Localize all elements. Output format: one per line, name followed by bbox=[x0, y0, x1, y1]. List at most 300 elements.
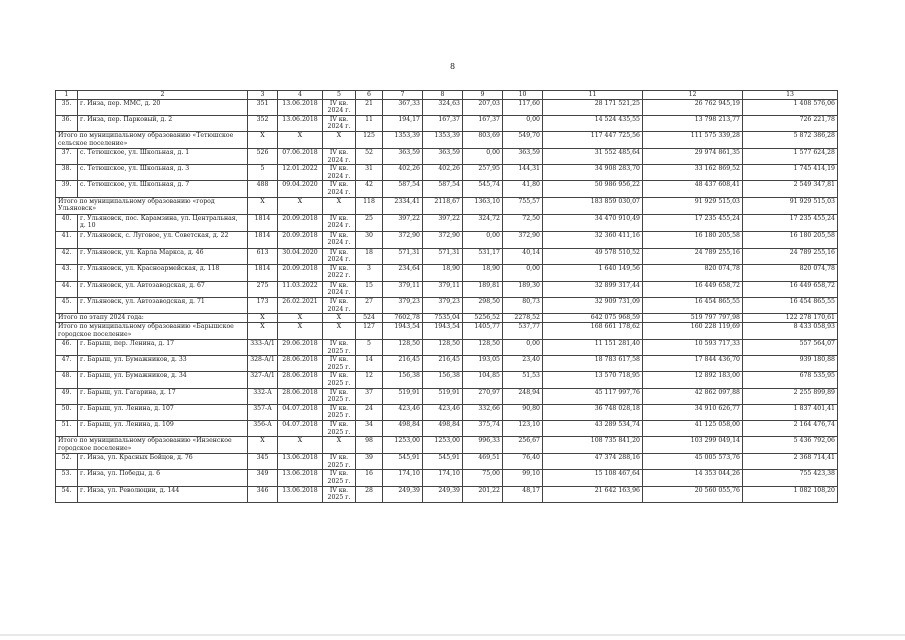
table-cell: 423,46 bbox=[383, 404, 423, 420]
table-cell: 39 bbox=[356, 454, 383, 470]
table-cell: 17 844 436,70 bbox=[643, 356, 743, 372]
table-cell: 14 524 435,55 bbox=[543, 115, 643, 131]
table-cell: 257,95 bbox=[463, 165, 503, 181]
table-cell: 0,00 bbox=[503, 340, 543, 356]
table-cell: 379,23 bbox=[423, 297, 463, 313]
table-cell: 104,85 bbox=[463, 372, 503, 388]
scan-artifact bbox=[0, 634, 905, 636]
table-cell: 127 bbox=[356, 323, 383, 340]
table-cell: 1 640 149,56 bbox=[543, 264, 643, 281]
table-cell: IV кв. 2025 г. bbox=[323, 372, 356, 388]
table-cell: 28 171 521,25 bbox=[543, 99, 643, 115]
table-cell: г. Барыш, ул. Бумажников, д. 34 bbox=[78, 372, 248, 388]
table-cell: X bbox=[323, 314, 356, 323]
table-cell: 346 bbox=[248, 486, 278, 502]
table-cell: 12.01.2022 bbox=[278, 165, 323, 181]
table-cell: 375,74 bbox=[463, 421, 503, 437]
table-cell: 5 bbox=[356, 340, 383, 356]
table-cell: 18 bbox=[356, 248, 383, 264]
table-cell: 13 570 718,95 bbox=[543, 372, 643, 388]
table-cell: 275 bbox=[248, 281, 278, 297]
table-cell: 21 642 163,96 bbox=[543, 486, 643, 502]
table-cell: 189,81 bbox=[463, 281, 503, 297]
table-cell: 423,46 bbox=[423, 404, 463, 420]
table-cell: 125 bbox=[356, 131, 383, 148]
table-cell: 0,00 bbox=[503, 115, 543, 131]
table-cell: 249,39 bbox=[423, 486, 463, 502]
table-cell: IV кв. 2025 г. bbox=[323, 388, 356, 404]
table-cell: 820 074,78 bbox=[643, 264, 743, 281]
table-row bbox=[56, 264, 838, 281]
table-cell: 1 408 576,06 bbox=[743, 99, 838, 115]
table-cell: 2118,67 bbox=[423, 197, 463, 214]
table-cell: 3 bbox=[356, 264, 383, 281]
table-cell: г. Барыш, ул. Ленина, д. 107 bbox=[78, 404, 248, 420]
table-cell: 54. bbox=[56, 486, 78, 502]
table-cell: 571,31 bbox=[383, 248, 423, 264]
table-cell: 18 783 617,58 bbox=[543, 356, 643, 372]
table-cell: 526 bbox=[248, 148, 278, 164]
table-cell: 372,90 bbox=[383, 231, 423, 248]
table-cell: 678 535,95 bbox=[743, 372, 838, 388]
table-row bbox=[56, 454, 838, 470]
table-cell: 363,59 bbox=[503, 148, 543, 164]
table-cell: 34 bbox=[356, 421, 383, 437]
table-row bbox=[56, 470, 838, 486]
table-cell: 04.07.2018 bbox=[278, 421, 323, 437]
table-cell: 41 125 058,00 bbox=[643, 421, 743, 437]
table-cell: 99,10 bbox=[503, 470, 543, 486]
table-cell: 16 449 658,72 bbox=[743, 281, 838, 297]
table-cell: 351 bbox=[248, 99, 278, 115]
table-cell: 17 235 455,24 bbox=[643, 214, 743, 231]
table-cell: 24 789 255,16 bbox=[743, 248, 838, 264]
table-cell: 122 278 170,61 bbox=[743, 314, 838, 323]
total-row bbox=[56, 314, 838, 323]
table-cell: 40. bbox=[56, 214, 78, 231]
table-cell: 519 797 797,98 bbox=[643, 314, 743, 323]
total-row bbox=[56, 323, 838, 340]
table-cell: 16 454 865,55 bbox=[743, 297, 838, 313]
table-cell: 2 255 899,89 bbox=[743, 388, 838, 404]
table-cell: 72,50 bbox=[503, 214, 543, 231]
table-cell: 36. bbox=[56, 115, 78, 131]
page-number: 8 bbox=[449, 62, 456, 71]
table-cell: 363,59 bbox=[423, 148, 463, 164]
table-cell: 270,97 bbox=[463, 388, 503, 404]
table-cell: 201,22 bbox=[463, 486, 503, 502]
table-cell: 216,45 bbox=[423, 356, 463, 372]
table-cell: 20.09.2018 bbox=[278, 214, 323, 231]
table-cell: 41. bbox=[56, 231, 78, 248]
table-cell: 45 117 997,76 bbox=[543, 388, 643, 404]
table-cell: 43 289 534,74 bbox=[543, 421, 643, 437]
table-cell: 20 560 055,76 bbox=[643, 486, 743, 502]
table-cell: X bbox=[278, 131, 323, 148]
table-cell: 156,38 bbox=[423, 372, 463, 388]
column-number: 3 bbox=[248, 91, 278, 100]
table-cell: 1 837 401,41 bbox=[743, 404, 838, 420]
table-cell: 167,37 bbox=[423, 115, 463, 131]
column-number: 11 bbox=[543, 91, 643, 100]
table-cell: 726 221,78 bbox=[743, 115, 838, 131]
table-cell: 183 859 030,07 bbox=[543, 197, 643, 214]
table-cell: 524 bbox=[356, 314, 383, 323]
table-cell: X bbox=[323, 323, 356, 340]
table-cell: 1353,39 bbox=[383, 131, 423, 148]
table-cell: X bbox=[248, 323, 278, 340]
table-cell: 12 bbox=[356, 372, 383, 388]
table-cell: 35. bbox=[56, 99, 78, 115]
table-cell: 249,39 bbox=[383, 486, 423, 502]
table-cell: 11.03.2022 bbox=[278, 281, 323, 297]
table-cell: 642 075 968,59 bbox=[543, 314, 643, 323]
table-cell: 349 bbox=[248, 470, 278, 486]
table-cell: 1253,00 bbox=[423, 437, 463, 454]
table-cell: 25 bbox=[356, 214, 383, 231]
table-cell: 7602,78 bbox=[383, 314, 423, 323]
table-cell: 45. bbox=[56, 297, 78, 313]
table-cell: 1943,54 bbox=[383, 323, 423, 340]
table-cell: 33 162 869,52 bbox=[643, 165, 743, 181]
table-row bbox=[56, 148, 838, 164]
table-cell: 498,84 bbox=[423, 421, 463, 437]
table-cell: 193,05 bbox=[463, 356, 503, 372]
table-cell: 1363,10 bbox=[463, 197, 503, 214]
table-cell: 2278,52 bbox=[503, 314, 543, 323]
column-number: 7 bbox=[383, 91, 423, 100]
table-cell: IV кв. 2025 г. bbox=[323, 486, 356, 502]
table-row bbox=[56, 340, 838, 356]
table-cell: 41,80 bbox=[503, 181, 543, 197]
table-cell: 327-А/1 bbox=[248, 372, 278, 388]
table-cell: 173 bbox=[248, 297, 278, 313]
table-cell: 1814 bbox=[248, 231, 278, 248]
table-cell: 1253,00 bbox=[383, 437, 423, 454]
table-cell: 13.06.2018 bbox=[278, 486, 323, 502]
table-row bbox=[56, 165, 838, 181]
table-cell: 13 798 213,77 bbox=[643, 115, 743, 131]
table-cell: 17 235 455,24 bbox=[743, 214, 838, 231]
table-cell: 42. bbox=[56, 248, 78, 264]
table-cell: 15 bbox=[356, 281, 383, 297]
table-row bbox=[56, 115, 838, 131]
table-cell: г. Инза, ул. Победы, д. 6 bbox=[78, 470, 248, 486]
column-number: 5 bbox=[323, 91, 356, 100]
table-cell: 32 899 317,44 bbox=[543, 281, 643, 297]
table-cell: 103 299 049,14 bbox=[643, 437, 743, 454]
table-cell: 402,26 bbox=[383, 165, 423, 181]
table-cell: 1 745 414,19 bbox=[743, 165, 838, 181]
table-cell: 30 bbox=[356, 231, 383, 248]
table-cell: 545,74 bbox=[463, 181, 503, 197]
table-cell: 13.06.2018 bbox=[278, 99, 323, 115]
table-cell: 531,17 bbox=[463, 248, 503, 264]
table-cell: 144,31 bbox=[503, 165, 543, 181]
table-cell: 40,14 bbox=[503, 248, 543, 264]
table-cell: г. Барыш, ул. Ленина, д. 109 bbox=[78, 421, 248, 437]
table-cell: X bbox=[278, 437, 323, 454]
table-cell: 174,10 bbox=[383, 470, 423, 486]
table-cell: 14 bbox=[356, 356, 383, 372]
table-cell: Итого по муниципальному образованию «Инзенское городское поселение» bbox=[56, 437, 248, 454]
table-cell: 38. bbox=[56, 165, 78, 181]
table-cell: 216,45 bbox=[383, 356, 423, 372]
housing-program-table bbox=[55, 90, 838, 503]
table-cell: 48,17 bbox=[503, 486, 543, 502]
table-cell: 328-А/1 bbox=[248, 356, 278, 372]
table-cell: 24 789 255,16 bbox=[643, 248, 743, 264]
table-cell: 34 910 626,77 bbox=[643, 404, 743, 420]
table-cell: IV кв. 2024 г. bbox=[323, 99, 356, 115]
table-cell: IV кв. 2025 г. bbox=[323, 421, 356, 437]
table-cell: 545,91 bbox=[423, 454, 463, 470]
table-cell: 1 082 108,20 bbox=[743, 486, 838, 502]
table-cell: 755,57 bbox=[503, 197, 543, 214]
table-cell: г. Ульяновск, ул. Автозаводская, д. 67 bbox=[78, 281, 248, 297]
table-cell: 298,50 bbox=[463, 297, 503, 313]
table-cell: 18,90 bbox=[423, 264, 463, 281]
table-cell: 16 180 205,58 bbox=[643, 231, 743, 248]
table-row bbox=[56, 404, 838, 420]
table-cell: 49. bbox=[56, 388, 78, 404]
table-cell: 2 549 347,81 bbox=[743, 181, 838, 197]
table-cell: IV кв. 2024 г. bbox=[323, 181, 356, 197]
table-cell: IV кв. 2025 г. bbox=[323, 356, 356, 372]
table-cell: 37 bbox=[356, 388, 383, 404]
table-cell: 98 bbox=[356, 437, 383, 454]
table-cell: 45 005 573,76 bbox=[643, 454, 743, 470]
table-cell: 39. bbox=[56, 181, 78, 197]
table-cell: 207,03 bbox=[463, 99, 503, 115]
table-cell: 42 862 097,88 bbox=[643, 388, 743, 404]
table-cell: 939 180,88 bbox=[743, 356, 838, 372]
table-cell: 48. bbox=[56, 372, 78, 388]
table-cell: 75,00 bbox=[463, 470, 503, 486]
table-cell: 379,11 bbox=[383, 281, 423, 297]
table-cell: 8 433 058,93 bbox=[743, 323, 838, 340]
table-cell: 117 447 725,56 bbox=[543, 131, 643, 148]
table-cell: 28.06.2018 bbox=[278, 356, 323, 372]
table-cell: 469,51 bbox=[463, 454, 503, 470]
table-cell: 29 974 861,35 bbox=[643, 148, 743, 164]
table-cell: IV кв. 2025 г. bbox=[323, 340, 356, 356]
table-cell: 04.07.2018 bbox=[278, 404, 323, 420]
table-cell: 755 423,38 bbox=[743, 470, 838, 486]
table-cell: 52 bbox=[356, 148, 383, 164]
table-cell: 52. bbox=[56, 454, 78, 470]
table-cell: 7535,04 bbox=[423, 314, 463, 323]
table-cell: 48 437 608,41 bbox=[643, 181, 743, 197]
table-cell: 545,91 bbox=[383, 454, 423, 470]
table-cell: 234,64 bbox=[383, 264, 423, 281]
table-cell: 357-А bbox=[248, 404, 278, 420]
table-cell: г. Ульяновск, ул. Автозаводская, д. 71 bbox=[78, 297, 248, 313]
table-cell: IV кв. 2024 г. bbox=[323, 148, 356, 164]
table-cell: 324,72 bbox=[463, 214, 503, 231]
table-cell: 34 470 910,49 bbox=[543, 214, 643, 231]
table-cell: 820 074,78 bbox=[743, 264, 838, 281]
column-number: 1 bbox=[56, 91, 78, 100]
table-cell: IV кв. 2024 г. bbox=[323, 297, 356, 313]
table-cell: 803,69 bbox=[463, 131, 503, 148]
table-cell: 379,23 bbox=[383, 297, 423, 313]
table-cell: 16 bbox=[356, 470, 383, 486]
table-cell: 118 bbox=[356, 197, 383, 214]
table-cell: 11 151 281,40 bbox=[543, 340, 643, 356]
table-row bbox=[56, 214, 838, 231]
table-row bbox=[56, 486, 838, 502]
table-cell: 1353,39 bbox=[423, 131, 463, 148]
table-cell: 07.06.2018 bbox=[278, 148, 323, 164]
table-cell: 09.04.2020 bbox=[278, 181, 323, 197]
table-cell: 51. bbox=[56, 421, 78, 437]
table-cell: 29.06.2018 bbox=[278, 340, 323, 356]
column-number: 8 bbox=[423, 91, 463, 100]
total-row bbox=[56, 197, 838, 214]
table-cell: 613 bbox=[248, 248, 278, 264]
column-number: 10 bbox=[503, 91, 543, 100]
column-number: 2 bbox=[78, 91, 248, 100]
table-cell: 28 bbox=[356, 486, 383, 502]
column-number: 6 bbox=[356, 91, 383, 100]
table-cell: 571,31 bbox=[423, 248, 463, 264]
table-cell: 90,80 bbox=[503, 404, 543, 420]
table-cell: 18,90 bbox=[463, 264, 503, 281]
table-cell: 174,10 bbox=[423, 470, 463, 486]
table-cell: 397,22 bbox=[383, 214, 423, 231]
table-cell: 108 735 841,20 bbox=[543, 437, 643, 454]
table-cell: 28.06.2018 bbox=[278, 388, 323, 404]
table-cell: 379,11 bbox=[423, 281, 463, 297]
table-row bbox=[56, 99, 838, 115]
table-cell: 587,54 bbox=[423, 181, 463, 197]
table-cell: 167,37 bbox=[463, 115, 503, 131]
table-cell: 128,50 bbox=[423, 340, 463, 356]
table-cell: 31 552 485,64 bbox=[543, 148, 643, 164]
table-cell: г. Инза, пер. Парковый, д. 2 bbox=[78, 115, 248, 131]
table-cell: X bbox=[323, 437, 356, 454]
table-cell: 47 374 288,16 bbox=[543, 454, 643, 470]
table-cell: IV кв. 2025 г. bbox=[323, 404, 356, 420]
table-cell: 46. bbox=[56, 340, 78, 356]
table-cell: 537,77 bbox=[503, 323, 543, 340]
column-number: 13 bbox=[743, 91, 838, 100]
table-cell: 2 368 714,41 bbox=[743, 454, 838, 470]
table-cell: 397,22 bbox=[423, 214, 463, 231]
table-cell: 36 748 028,18 bbox=[543, 404, 643, 420]
table-cell: IV кв. 2024 г. bbox=[323, 231, 356, 248]
table-cell: 16 449 658,72 bbox=[643, 281, 743, 297]
table-cell: X bbox=[248, 197, 278, 214]
table-cell: г. Инза, пер. ММС, д. 20 bbox=[78, 99, 248, 115]
table-cell: 363,59 bbox=[383, 148, 423, 164]
table-cell: с. Тетюшское, ул. Школьная, д. 7 bbox=[78, 181, 248, 197]
table-cell: IV кв. 2024 г. bbox=[323, 281, 356, 297]
table-cell: 91 929 515,03 bbox=[743, 197, 838, 214]
table-cell: X bbox=[248, 131, 278, 148]
table-cell: IV кв. 2024 г. bbox=[323, 248, 356, 264]
table-cell: 50 986 956,22 bbox=[543, 181, 643, 197]
table-cell: 91 929 515,03 bbox=[643, 197, 743, 214]
table-cell: 24 bbox=[356, 404, 383, 420]
column-number: 9 bbox=[463, 91, 503, 100]
table-cell: 111 575 339,28 bbox=[643, 131, 743, 148]
table-cell: IV кв. 2022 г. bbox=[323, 264, 356, 281]
table-row bbox=[56, 297, 838, 313]
table-cell: 587,54 bbox=[383, 181, 423, 197]
table-cell: 345 bbox=[248, 454, 278, 470]
table-cell: 189,30 bbox=[503, 281, 543, 297]
table-cell: 2 164 476,74 bbox=[743, 421, 838, 437]
column-number: 4 bbox=[278, 91, 323, 100]
table-cell: 0,00 bbox=[463, 148, 503, 164]
table-cell: IV кв. 2024 г. bbox=[323, 214, 356, 231]
table-cell: Итого по муниципальному образованию «город Ульяновск» bbox=[56, 197, 248, 214]
table-cell: X bbox=[248, 314, 278, 323]
table-cell: г. Инза, ул. Красных Бойцов, д. 76 bbox=[78, 454, 248, 470]
table-cell: 26.02.2021 bbox=[278, 297, 323, 313]
table-cell: 332,66 bbox=[463, 404, 503, 420]
table-cell: IV кв. 2024 г. bbox=[323, 165, 356, 181]
table-cell: 14 353 044,26 bbox=[643, 470, 743, 486]
table-row bbox=[56, 231, 838, 248]
table-cell: 20.09.2018 bbox=[278, 231, 323, 248]
table-cell: 372,90 bbox=[423, 231, 463, 248]
table-cell: 16 454 865,55 bbox=[643, 297, 743, 313]
table-row bbox=[56, 356, 838, 372]
table-row bbox=[56, 421, 838, 437]
table-cell: 76,40 bbox=[503, 454, 543, 470]
table-cell: IV кв. 2025 г. bbox=[323, 454, 356, 470]
table-cell: 1814 bbox=[248, 214, 278, 231]
table-cell: 402,26 bbox=[423, 165, 463, 181]
table-cell: 21 bbox=[356, 99, 383, 115]
table-cell: 47. bbox=[56, 356, 78, 372]
table-cell: 333-А/1 bbox=[248, 340, 278, 356]
table-cell: 32 360 411,16 bbox=[543, 231, 643, 248]
table-cell: 256,67 bbox=[503, 437, 543, 454]
table-cell: 372,90 bbox=[503, 231, 543, 248]
table-cell: Итого по этапу 2024 года: bbox=[56, 314, 248, 323]
table-cell: 37. bbox=[56, 148, 78, 164]
table-cell: 0,00 bbox=[463, 231, 503, 248]
table-cell: 123,10 bbox=[503, 421, 543, 437]
table-row bbox=[56, 281, 838, 297]
table-cell: X bbox=[278, 197, 323, 214]
table-cell: 128,50 bbox=[383, 340, 423, 356]
table-cell: 28.06.2018 bbox=[278, 372, 323, 388]
table-row bbox=[56, 388, 838, 404]
table-cell: 519,91 bbox=[383, 388, 423, 404]
table-cell: 80,73 bbox=[503, 297, 543, 313]
table-cell: X bbox=[248, 437, 278, 454]
table-cell: 27 bbox=[356, 297, 383, 313]
table-row bbox=[56, 248, 838, 264]
table-cell: X bbox=[278, 323, 323, 340]
table-cell: 332-А bbox=[248, 388, 278, 404]
table-cell: 519,91 bbox=[423, 388, 463, 404]
table-cell: 356-А bbox=[248, 421, 278, 437]
table-cell: 557 564,07 bbox=[743, 340, 838, 356]
table-cell: 26 762 945,19 bbox=[643, 99, 743, 115]
table-cell: 51,53 bbox=[503, 372, 543, 388]
table-cell: X bbox=[323, 131, 356, 148]
table-cell: г. Барыш, ул. Бумажников, д. 33 bbox=[78, 356, 248, 372]
table-cell: 13.06.2018 bbox=[278, 115, 323, 131]
table-cell: 1814 bbox=[248, 264, 278, 281]
table-cell: 10 593 717,33 bbox=[643, 340, 743, 356]
